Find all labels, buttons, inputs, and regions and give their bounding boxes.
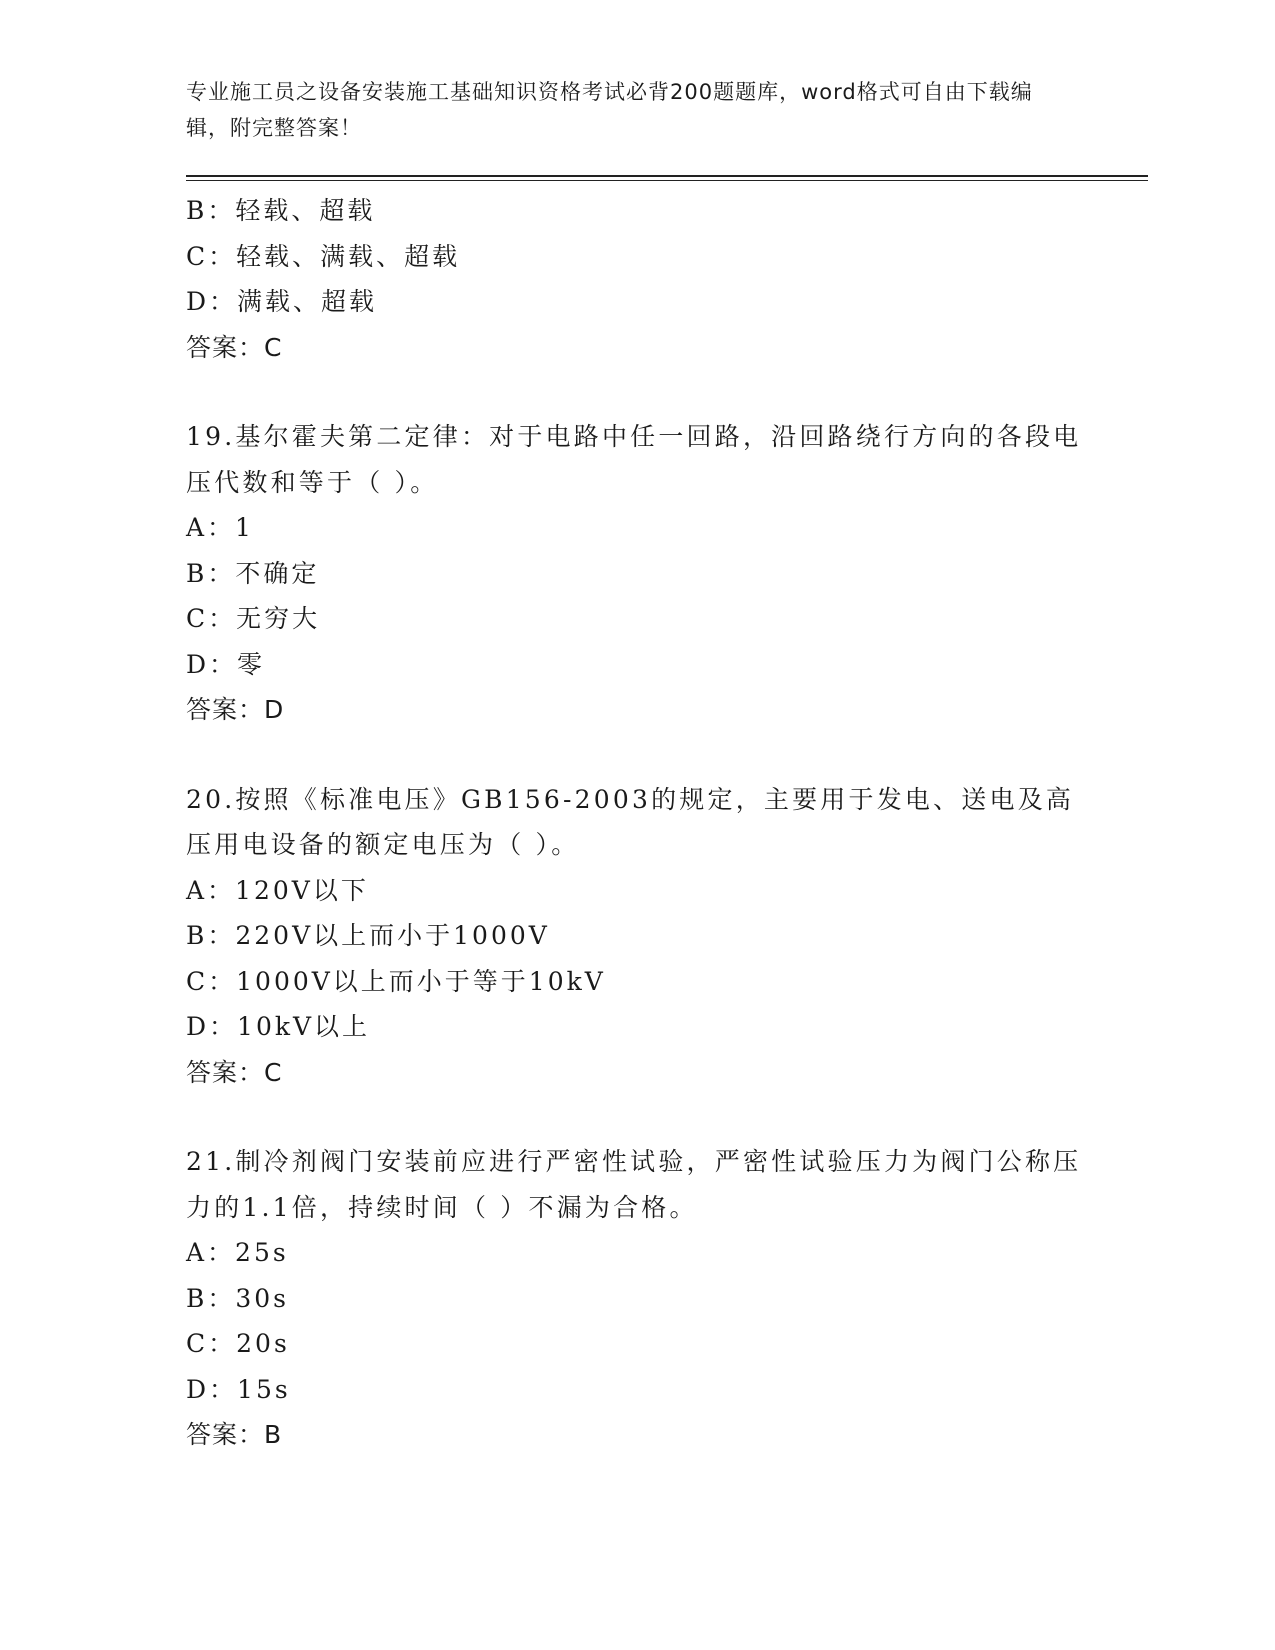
option-c: C：20s xyxy=(186,1329,290,1358)
answer-line: 答案：D xyxy=(186,695,285,724)
answer-line: 答案：B xyxy=(186,1420,283,1449)
question-stem: 20.按照《标准电压》GB156-2003的规定，主要用于发电、送电及高压用电设备的额定电压为（ ）。 xyxy=(186,784,1075,859)
question-block-continued xyxy=(186,188,1086,370)
question-block-20 xyxy=(186,777,1086,1096)
option-a: A：1 xyxy=(186,513,254,542)
option-d: D：10kV以上 xyxy=(186,1012,371,1041)
header-divider xyxy=(186,175,1148,177)
question-stem: 21.制冷剂阀门安装前应进行严密性试验，严密性试验压力为阀门公称压力的1.1倍，持续时间（ ）不漏为合格。 xyxy=(186,1147,1082,1222)
option-d: D：15s xyxy=(186,1374,291,1404)
question-block-21 xyxy=(186,1139,1086,1458)
option-a: A：25s xyxy=(186,1238,289,1267)
header-divider-thin xyxy=(186,180,1148,181)
option-c: C：无穷大 xyxy=(186,604,321,633)
option-d: D：满载、超载 xyxy=(186,287,378,316)
option-c: C：轻载、满载、超载 xyxy=(186,241,461,271)
question-stem: 19.基尔霍夫第二定律：对于电路中任一回路，沿回路绕行方向的各段电压代数和等于（ ）。 xyxy=(186,422,1082,497)
document-body xyxy=(186,188,1086,1458)
document-header: 专业施工员之设备安装施工基础知识资格考试必背200题题库，word格式可自由下载编辑，附完整答案！ xyxy=(186,80,1033,140)
option-a: A：120V以下 xyxy=(186,875,369,905)
option-c: C：1000V以上而小于等于10kV xyxy=(186,966,606,996)
option-b: B：220V以上而小于1000V xyxy=(186,921,550,950)
answer-line: 答案：C xyxy=(186,332,283,362)
answer-line: 答案：C xyxy=(186,1057,283,1087)
option-d: D：零 xyxy=(186,649,266,679)
option-b: B：不确定 xyxy=(186,558,320,588)
question-block-19 xyxy=(186,414,1086,733)
option-b: B：30s xyxy=(186,1283,290,1313)
option-b: B：轻载、超载 xyxy=(186,196,376,225)
